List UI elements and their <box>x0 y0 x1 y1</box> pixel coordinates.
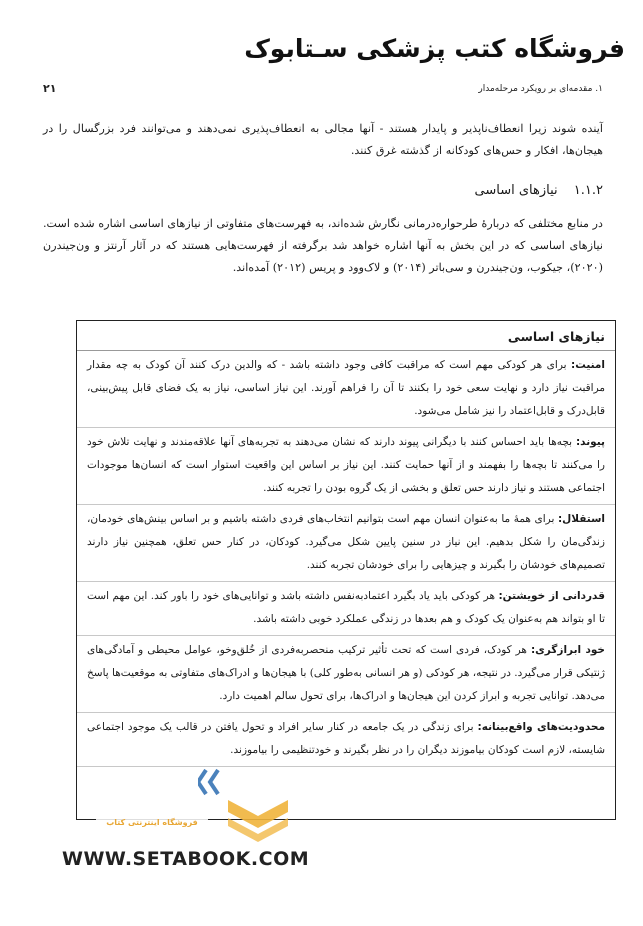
need-term: قدردانی از خویشتن: <box>498 590 605 602</box>
need-self-expression <box>77 636 615 713</box>
need-term: پیوند: <box>575 436 605 448</box>
need-text: هر کودکی باید یاد بگیرد اعتمادبه‌نفس داشته باشد و توانایی‌های خود را باور کند. این مهم است تا او بتواند هم به‌عنوان یک کودک و هم بعدها در زندگی عملکرد خوبی داشته باشد. <box>87 590 605 625</box>
page-number: ۲۱ <box>43 82 57 95</box>
section-number: ۱.۱.۲ <box>573 183 603 198</box>
box-title: نیازهای اساسی <box>77 321 615 351</box>
need-connection <box>77 428 615 505</box>
section-heading <box>43 183 603 198</box>
running-header <box>43 82 603 95</box>
brand-tagline: فروشگاه اینترنتی کتاب <box>96 818 208 827</box>
need-safety <box>77 351 615 428</box>
need-text: برای هر کودکی مهم است که مراقبت کافی وجود داشته باشد - که والدین درک کنند آن کودک به چه مقدار مراقبت نیاز دارد و نهایت سعی خود را بکنند تا آن را فراهم آورند. این نیاز اساسی، نیاز به یک فضای قابل پیش‌بینی، قابل‌درک و قابل‌اعتماد را نیز شامل می‌شود. <box>87 359 605 417</box>
need-self-appreciation <box>77 582 615 636</box>
need-text: برای زندگی در یک جامعه در کنار سایر افراد و تحول یافتن در قالب یک موجود اجتماعی شایسته، لازم است کودکان بیاموزند دیگران را در نظر بگیرند و خودتنظیمی را بیاموزند. <box>87 721 605 756</box>
need-realistic-limits <box>77 713 615 767</box>
site-url: WWW.SETABOOK.COM <box>62 848 310 870</box>
need-term: استقلال: <box>557 513 605 525</box>
need-text: هر کودک، فردی است که تحت تأثیر ترکیب منحصربه‌فردی از خُلق‌وخو، عوامل محیطی و آمادگی‌های ژنتیکی قرار می‌گیرد. در نتیجه، هر کودکی (و هر انسانی به‌طور کلی) با هیجان‌ها و ادراک‌های متفاوتی به موقعیت‌ها پاسخ می‌دهد. توانایی تجربه و ابراز کردن این هیجان‌ها و ادراک‌ها، برای تحول سالم اهمیت دارد. <box>87 644 605 702</box>
store-title: فروشگاه کتب پزشکی سـتابوک <box>244 34 625 63</box>
need-term: محدودیت‌های واقع‌بینانه: <box>477 721 605 733</box>
basic-needs-box <box>76 320 616 820</box>
need-term: امنیت: <box>571 359 605 371</box>
need-autonomy <box>77 505 615 582</box>
chapter-title: ۱. مقدمه‌ای بر رویکرد مرحله‌مدار <box>478 83 603 94</box>
need-term: خود ابرازگری: <box>530 644 605 656</box>
body-paragraph-1: آینده شوند زیرا انعطاف‌ناپذیر و پایدار هستند - آنها مجالی به انعطاف‌پذیری نمی‌دهند و می‌توانند فرد بزرگسال را در هیجان‌ها، افکار و حس‌های کودکانه از گذشته غرق کنند. <box>43 122 603 157</box>
need-text: برای همهٔ ما به‌عنوان انسان مهم است بتوانیم انتخاب‌های فردی داشته باشیم و بر اساس بینش‌های خودمان، زندگی‌مان را شکل بدهیم. این نیاز در سنین پایین شکل می‌گیرد. کودکان، در کنار حس تعلق، همچنین نیاز دارند تصمیم‌های خودشان را بگیرند و چیزهایی را برای خودشان تجربه کنند. <box>87 513 605 571</box>
section-title: نیازهای اساسی <box>474 183 558 198</box>
need-text: بچه‌ها باید احساس کنند با دیگرانی پیوند دارند که نشان می‌دهند به تجربه‌های آنها علاقه‌مندند و نهایت تلاش خود را می‌کنند تا بچه‌ها را بفهمند و از آنها حمایت کنند. این نیاز بر اساس این واقعیت استوار است که انسان‌ها موجودات اجتماعی هستند و نیاز دارند حس تعلق و بخشی از یک گروه بودن را تجربه کنند. <box>87 436 605 494</box>
body-paragraph-2: در منابع مختلفی که دربارهٔ طرحواره‌درمانی نگارش شده‌اند، به فهرست‌های متفاوتی از نیازهای اساسی اشاره شده است. نیازهای اساسی که در این بخش به آنها اشاره خواهد شد برگرفته از فهرست‌هایی هستند که در آثار آرنتز و ون‌جیندرن (۲۰۲۰)، جیکوب، ون‌جیندرن و سی‌باتر (۲۰۱۴) و لاک‌وود و پریس (۲۰۱۲) آمده‌اند. <box>43 217 603 274</box>
